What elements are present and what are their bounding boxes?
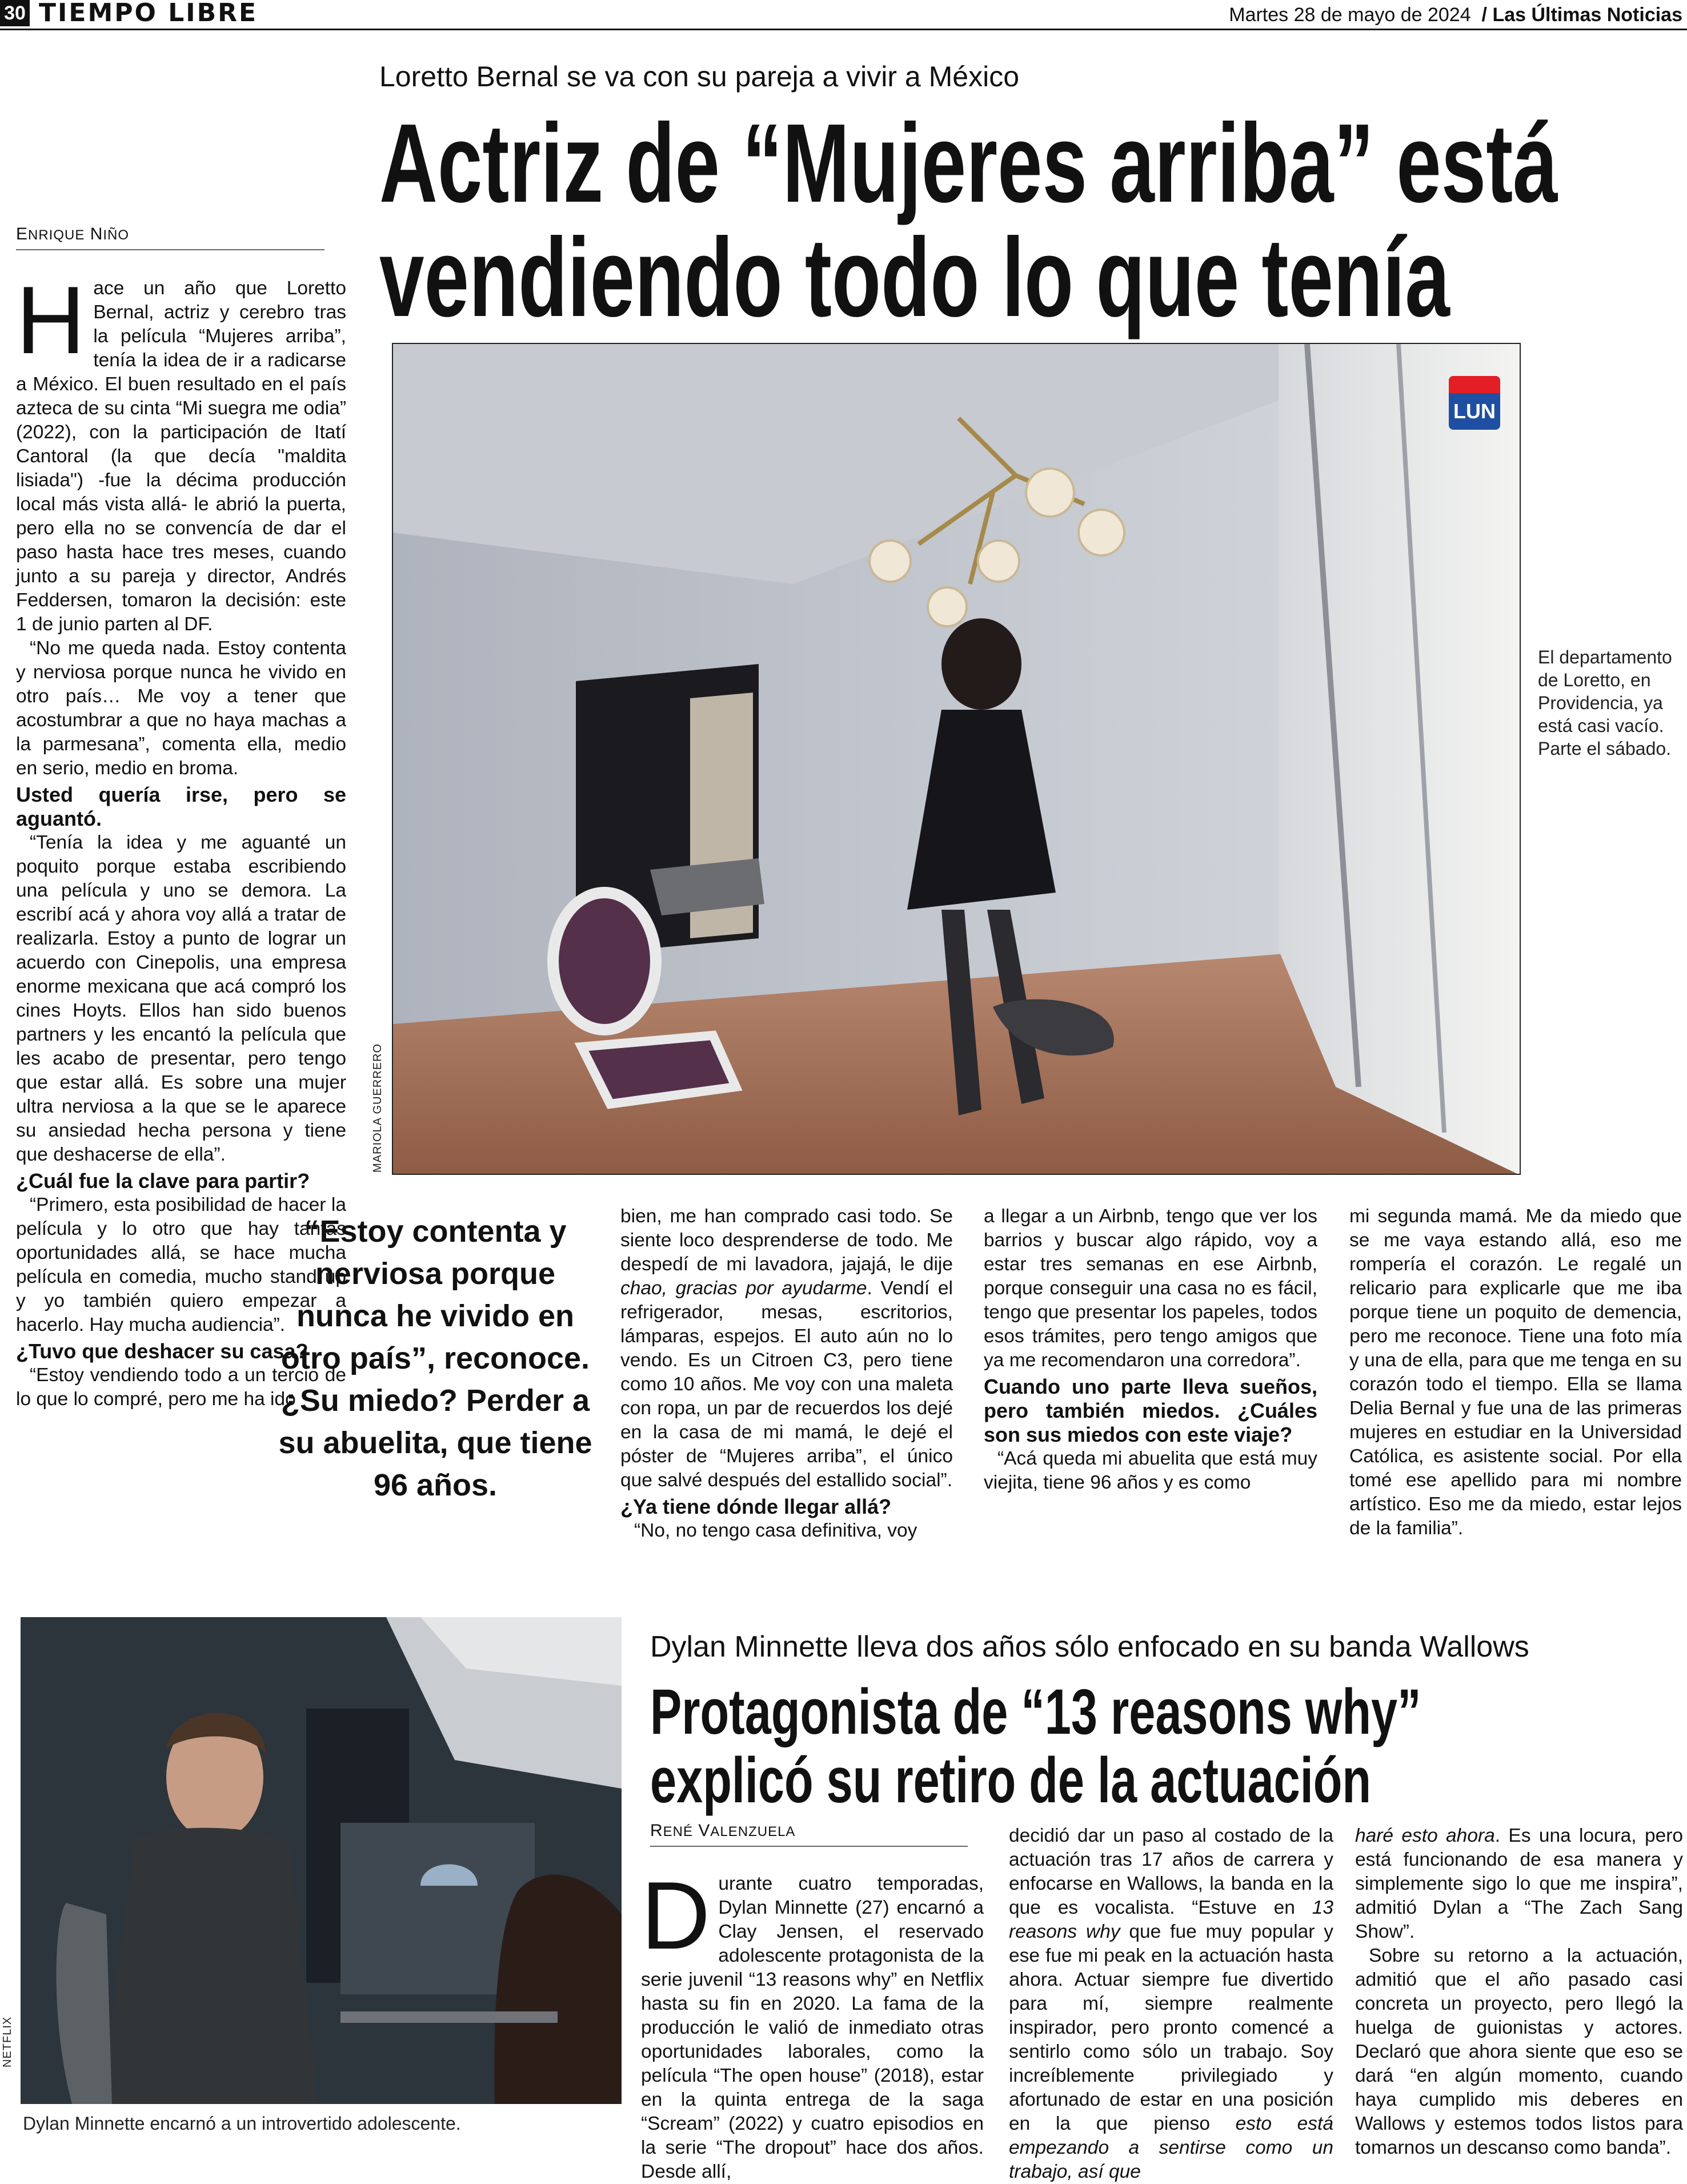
question: Usted quería irse, pero se aguantó. [16, 783, 346, 830]
story1-column-3: bien, me han comprado casi todo. Se siente loco desprenderse de todo. Me despedí de mi lavadora, jajajá, le dije chao, gracias por ayudarme. Vendí el refrigerador, mesas, escritorios, lámparas, espejos. El auto aún no lo vendo. Es un Citroen C3, pero tiene como 10 años. Me voy con una maleta con ropa, un par de recuerdos los dejé en la casa de mi mamá, le dejé el póster de “Mujeres arriba”, el único que salvé después del estallido social”. ¿Ya tiene dónde llegar allá? “No, no tengo casa definitiva, voy [620, 1206, 953, 1541]
date: Martes 28 de mayo de 2024 [1229, 4, 1471, 26]
drop-cap: H [16, 266, 86, 374]
story1-column-4: a llegar a un Airbnb, tengo que ver los barrios y buscar algo rápido, voy a estar tres semanas en ese Airbnb, porque conseguir una casa no es fácil, tengo que presentar los papeles, todos esos trámites, pero tengo amigos que ya me recomendaron una corredora”. Cuando uno parte lleva sueños, pero también miedos. ¿Cuáles son sus miedos con este viaje? “Acá queda mi abuelita que está muy viejita, tiene 96 años y es como [984, 1206, 1317, 1493]
story1-photo [392, 343, 1521, 1175]
page-number: 30 [0, 0, 30, 26]
question: ¿Tuvo que deshacer su casa? [16, 1339, 308, 1363]
question: ¿Cuál fue la clave para partir? [16, 1169, 310, 1193]
story2-photo [21, 1617, 622, 2104]
drop-cap: D [641, 1862, 711, 1969]
story2-headline-line2: explicó su retiro de la actuación [650, 1745, 1372, 1816]
lun-logo: LUN [1449, 376, 1500, 430]
story1-headline-line1: Actriz de “Mujeres arriba” está [379, 101, 1558, 226]
separator: / [1481, 4, 1487, 26]
pull-quote: “Estoy contenta y nerviosa porque nunca he vivido en otro país”, reconoce. ¿Su miedo? Perder a su abuelita, que tiene 96 años. [278, 1214, 592, 1502]
photo-credit-netflix: NETFLIX [1, 2016, 14, 2067]
story1-byline: ENRIQUE NIÑO [16, 224, 324, 250]
story2-photo-caption: Dylan Minnette encarnó a un introvertido adolescente. [23, 2113, 461, 2134]
story2-column-1: Durante cuatro temporadas, Dylan Minnette (27) encarnó a Clay Jensen, el reservado adolescente protagonista de la serie juvenil “13 reasons why” en Netflix hasta su fin en 2020. La fama de la producción le valió de inmediato otras oportunidades laborales, como la película “The open house” (2018), estar en la quinta entrega de la saga “Scream” (2022) y cuatro episodios en la serie “The dropout” hace dos años. Desde allí, [641, 1862, 984, 2182]
question: Cuando uno parte lleva sueños, pero también miedos. ¿Cuáles son sus miedos con este viaje? [984, 1375, 1317, 1446]
publication-name: Las Últimas Noticias [1492, 4, 1682, 26]
header-rule [0, 29, 1687, 30]
story2-headline-line1: Protagonista de “13 reasons why” [650, 1676, 1421, 1747]
photo-credit: MARIOLA GUERRERO [371, 1043, 384, 1173]
question: ¿Ya tiene dónde llegar allá? [620, 1495, 892, 1518]
photo-caption: El departamento de Loretto, en Providencia, ya está casi vacío. Parte el sábado. [1538, 647, 1672, 759]
story1-kicker: Loretto Bernal se va con su pareja a vivir a México [379, 61, 1019, 93]
story2-column-3: haré esto ahora. Es una locura, pero está funcionando de esa manera y simplemente sigo lo que me inspira”, admitió Dylan a “The Zach Sang Show”. Sobre su retorno a la actuación, admitió que el año pasado casi concreta un proyecto, pero llegó la huelga de guionistas y actores. Declaró que ahora siente que eso se dará “en algún momento, cuando haya cumplido mis deberes en Wallows y estemos todos listos para tomarnos un descanso como banda”. [1355, 1825, 1683, 2158]
section-title: TIEMPO LIBRE [39, 0, 258, 27]
story2-kicker: Dylan Minnette lleva dos años sólo enfocado en su banda Wallows [650, 1630, 1529, 1663]
story2-byline: RENÉ VALENZUELA [650, 1821, 968, 1847]
story1-column-5: mi segunda mamá. Me da miedo que se me vaya estando allá, eso me rompería el corazón. Le regalé un relicario para explicarle que me iba porque tiene un poquito de demencia, pero me reconoce. Tiene una foto mía y una de ella, para que me tenga en su corazón todo el tiempo. Ella se llama Delia Bernal y fue una de las primeras mujeres en estudiar en la Universidad Católica, es asistente social. Por ella tomé ese apellido para mi nombre artístico. Eso me da miedo, estar lejos de la familia”. [1349, 1206, 1682, 1539]
story1-column-1: Hace un año que Loretto Bernal, actriz y cerebro tras la película “Mujeres arriba”, tenía la idea de ir a radicarse a México. El buen resultado en el país azteca de su cinta “Mi suegra me odia” (2022), con la participación de Itatí Cantoral (la que decía "maldita lisiada") -fue la décima producción local más vista allá- le abrió la puerta, pero ella no se convencía de dar el paso hasta hace tres meses, cuando junto a su pareja y director, Andrés Feddersen, tomaron la decisión: este 1 de junio parten al DF. “No me queda nada. Estoy contenta y nerviosa porque nunca he vivido en otro país… Me voy a tener que acostumbrar a que no haya machas a la parmesana”, comenta ella, medio en serio, medio en broma. Usted quería irse, pero se aguantó. “Tenía la idea y me aguanté un poquito porque estaba escribiendo una película y uno se demora. La escribí acá y ahora voy allá a tratar de realizarla. Estoy a punto de lograr un acuerdo con Cinepolis, una empresa enorme mexicana que acá compró los cines Hoyts. Ellos han sido buenos partners y les encantó la película que les acabo de presentar, pero tengo que estar allá. Es sobre una mujer ultra nerviosa a la que se le aparece su ansiedad hecha persona y tiene que deshacerse de ella”. ¿Cuál fue la clave para partir? “Primero, esta posibilidad de hacer la película y lo otro que hay tantas oportunidades allá, se hace mucha película en comedia, mucho stand up y yo también quiero empezar a hacerlo. Hay mucha audiencia”. ¿Tuvo que deshacer su casa? “Estoy vendiendo todo a un tercio de lo que lo compré, pero me ha ido [16, 266, 346, 1410]
dylan-photo [21, 1617, 622, 2104]
story2-column-2: decidió dar un paso al costado de la actuación tras 17 años de carrera y enfocarse en Wallows, la banda en la que es vocalista. “Estuve en 13 reasons why que fue muy popular y ese fue mi peak en la actuación hasta ahora. Actuar siempre fue divertido para mí, siempre realmente inspirador, pero pronto comencé a sentirlo como sólo un trabajo. Soy increíblemente privilegiado y afortunado de estar en una posición en la que pienso esto está empezando a sentirse como un trabajo, así que [1009, 1825, 1334, 2182]
dateline [1229, 3, 1682, 26]
apartment-photo [393, 344, 1521, 1175]
story1-headline-line2: vendiendo todo lo que tenía [379, 215, 1450, 340]
